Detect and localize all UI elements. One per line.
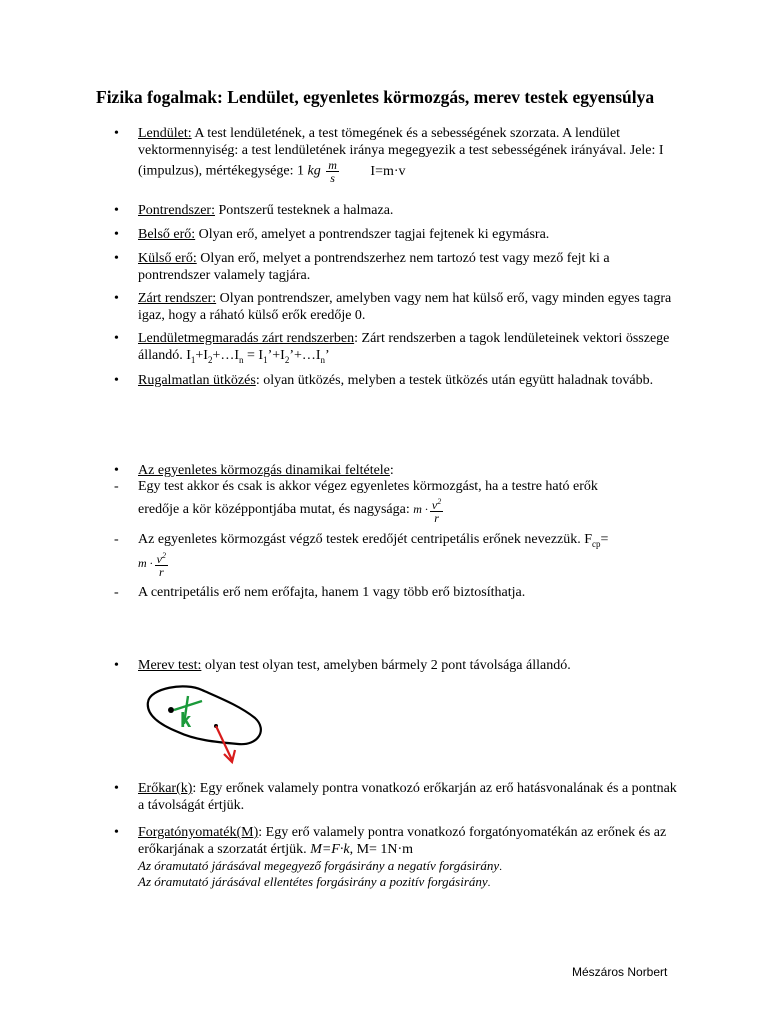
fraction-v2-over-r: $\frac{v^2}{r}$	[156, 551, 166, 579]
list-item-kulso-ero	[138, 250, 678, 284]
dash-marker: -	[114, 585, 119, 600]
list-item-merev-test	[138, 657, 678, 674]
list-item-centripetal-note	[138, 584, 678, 601]
list-item-rugalmatlan-utkozes	[138, 372, 678, 389]
lever-arm-label: k	[180, 710, 192, 732]
term-rugalmatlan-utkozes: Rugalmatlan ütközés	[138, 373, 256, 388]
list-item-forgatonyomatek	[138, 824, 678, 858]
list-item-centripetal-def: Az egyenletes körmozgást végző testek eredőjét centripetális erőnek nevezzük. $F_{cp}=$	[138, 532, 609, 549]
list-item-lendulet-megmaradas	[138, 330, 678, 369]
term-lendulet-megmaradas: Lendületmegmaradás zárt rendszerben	[138, 331, 355, 346]
unit-kg: kg	[307, 163, 321, 179]
definition-text: olyan test olyan test, amelyben bármely 2 pont távolsága állandó.	[201, 658, 571, 673]
list-item-belso-ero	[138, 226, 678, 243]
bullet: •	[114, 373, 119, 388]
bullet: •	[114, 126, 119, 141]
bullet: •	[114, 251, 119, 266]
bullet: •	[114, 781, 119, 796]
dash-marker: -	[114, 532, 119, 547]
term-kulso-ero: Külső erő:	[138, 251, 197, 266]
bullet: •	[114, 203, 119, 218]
definition-text: Pontszerű testeknek a halmaza.	[214, 203, 394, 218]
definition-text: : Egy erő valamely pontra vonatkozó forgatónyomatékán az erőnek és az erőkarjának a szorzatát értjük.	[138, 825, 667, 857]
pivot-point	[168, 707, 174, 713]
rigid-body-outline	[148, 686, 261, 744]
dash-marker: -	[114, 479, 119, 494]
bullet: •	[114, 291, 119, 306]
centripetal-formula	[138, 550, 678, 578]
condition-text-2: eredője a kör középpontjába mutat, és nagysága:	[138, 502, 414, 518]
term-kormozgas: Az egyenletes körmozgás dinamikai feltétele	[138, 463, 390, 478]
rigid-body-sketch	[140, 680, 270, 770]
centripetal-text: Az egyenletes körmozgást végző testek eredőjét centripetális erőnek nevezzük. F	[138, 532, 593, 547]
bullet: •	[114, 331, 119, 346]
term-zart-rendszer: Zárt rendszer:	[138, 291, 217, 306]
definition-text: Olyan erő, melyet a pontrendszerhez nem tartozó test vagy mező fejt ki a pontrendszer valamely tagjára.	[138, 251, 610, 283]
bullet: •	[114, 227, 119, 242]
term-belso-ero: Belső erő:	[138, 227, 196, 242]
bullet: •	[114, 658, 119, 673]
term-merev-test: Merev test:	[138, 658, 202, 673]
centripetal-note-text: A centripetális erő nem erőfajta, hanem 1 vagy több erő biztosíthatja.	[138, 585, 526, 600]
definition-text: : olyan ütközés, melyben a testek ütközés után együtt haladnak tovább.	[255, 373, 654, 388]
author-footer: Mészáros Norbert	[572, 965, 668, 979]
formula-torque: M=F·k	[310, 842, 350, 857]
fraction-v2-over-r: $\frac{v^2}{r}$	[431, 497, 442, 525]
fraction-m-per-s: $\frac{m}{s}$	[328, 158, 337, 185]
definition-text: Olyan pontrendszer, amelyben vagy nem hat külső erő, vagy minden egyes tagra igaz, hogy a ráható külső erők eredője 0.	[138, 291, 672, 323]
list-item-pontrendszer	[138, 202, 678, 219]
formula-m: m ·	[413, 502, 428, 517]
formula-m: m ·	[138, 556, 153, 571]
list-item-kormozgas-magnitude	[138, 496, 678, 524]
term-erokar: Erőkar(k)	[138, 781, 193, 796]
definition-text: A test lendületének, a test tömegének és a sebességének szorzata. A lendület vektormennyiség: a test lendületének iránya megegyezik a test sebességének irányával. Jele: I (impulzus), mértékegysége: 1	[138, 126, 664, 179]
rotation-note-positive: Az óramutató járásával ellentétes forgásirány a pozitív forgásirány.	[138, 874, 491, 889]
list-item-kormozgas-condition	[138, 478, 678, 495]
torque-unit: , M= 1N·m	[349, 842, 414, 857]
formula-impulse: I=m·v	[370, 163, 406, 179]
definition-text: : Zárt rendszerben a tagok lendületeinek vektori összege állandó.	[138, 331, 670, 363]
term-pontrendszer: Pontrendszer:	[138, 203, 215, 218]
term-forgatonyomatek: Forgatónyomaték(M)	[138, 825, 259, 840]
condition-text: Egy test akkor és csak is akkor végez egyenletes körmozgást, ha a testre ható erők	[138, 479, 598, 494]
page-title: Fizika fogalmak: Lendület, egyenletes körmozgás, merev testek egyensúlya	[96, 87, 655, 107]
definition-text: Olyan erő, amelyet a pontrendszer tagjai fejtenek ki egymásra.	[195, 227, 550, 242]
rotation-note-negative: Az óramutató járásával megegyező forgásirány a negatív forgásirány.	[138, 858, 502, 873]
term-lendulet: Lendület:	[138, 126, 192, 141]
list-item-erokar	[138, 780, 678, 814]
formula-conservation: $I_1+I_2+\dots I_n$ = $I_1’+I_2’+\dots I_n$’	[186, 348, 330, 365]
list-item-kormozgas: Az egyenletes körmozgás dinamikai feltétele:	[138, 463, 394, 478]
bullet: •	[114, 463, 119, 478]
list-item-lendulet	[138, 125, 678, 184]
bullet: •	[114, 825, 119, 840]
definition-text: : Egy erőnek valamely pontra vonatkozó erőkarján az erő hatásvonalának és a pontnak a távolságát értjük.	[138, 781, 677, 813]
list-item-zart-rendszer	[138, 290, 678, 324]
